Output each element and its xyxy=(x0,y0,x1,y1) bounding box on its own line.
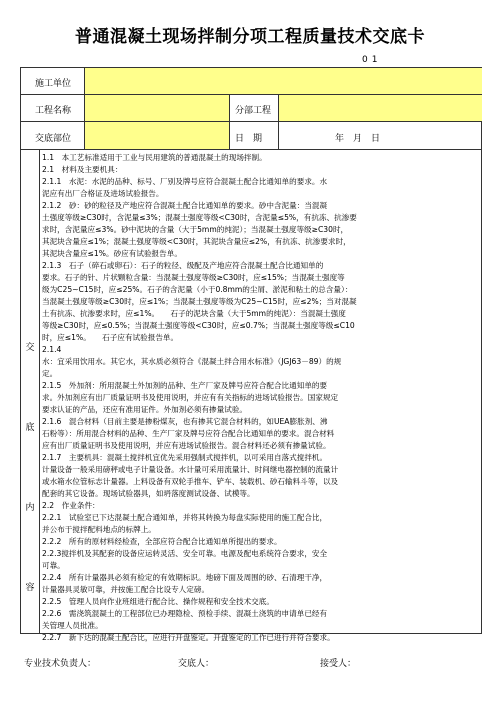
row-dept xyxy=(21,122,481,150)
content-line: 土强度等级≥C30时，含泥量≤3%；混凝土强度等级<C30时，含泥量≤5%，有抗冻、抗渗要 xyxy=(42,213,357,222)
page-title: 普通混凝土现场拌制分项工程质量技术交底卡 xyxy=(75,27,425,47)
document-number: 01 xyxy=(362,55,382,65)
content-line: 2.1 材料及主要机具： xyxy=(42,165,123,174)
content-line: 2.1.4 xyxy=(42,345,62,354)
content-line: 应有出厂质量证明书及使用说明，并应有进场试验报告。混合材料还必须有掺量试验。 xyxy=(42,441,331,450)
content-line: 其泥块含量应≤1%。砂应有试验报告单。 xyxy=(42,249,182,258)
content-line: 2.2.7 新下达的混凝土配合比，应进行开盘鉴定。开盘鉴定的工作已进行并符合要求。 xyxy=(42,633,335,642)
content-line: 2.1.2 砂：砂的粒径及产地应符合混凝土配合比通知单的要求。砂中含泥量：当混凝 xyxy=(42,201,328,210)
receiver-label: 接受人： xyxy=(320,659,357,669)
content-line: 2.2.4 所有计量器具必须有检定的有效期标识。地磅下面及周围的砂、石清理干净， xyxy=(42,573,328,582)
divider xyxy=(278,122,279,149)
content-line: 土有抗冻、抗渗要求时，应≤1%。 石子的泥块含量（大于5mm的纯泥）：当混凝土强度 xyxy=(42,309,346,318)
content-line: 或水箱水位管标志计量器。上料设备有双轮手推车、铲车、装载机、砂石输料斗等，以及 xyxy=(42,477,339,486)
row-project xyxy=(21,95,481,122)
subproject-label: 分部工程 xyxy=(235,106,272,116)
content-line: 求。外加剂应有出厂质量证明书及使用说明，并应有有关指标的进场试验报告。国家规定 xyxy=(42,393,339,402)
divider xyxy=(229,122,230,149)
subproject-field[interactable] xyxy=(278,95,482,121)
content-line: 2.1.1 水泥：水泥的品种、标号、厂别及牌号应符合混凝土配合比通知单的要求。水 xyxy=(42,177,328,186)
content-line: 2.2.1 试验室已下达混凝土配合通知单，并将其转换为每盘实际使用的施工配合比， xyxy=(42,513,328,522)
side-char: 内 xyxy=(25,503,35,513)
content-line: 当混凝土强度等级≥C30时，应≤1%；当混凝土强度等级为C25~C15时，应≤2%；当对混凝 xyxy=(42,297,357,306)
content-line: 级为C25~C15时，应≤25%。石子的含泥量（小于0.8mm的尘屑、淤泥和粘土的总含量）： xyxy=(42,285,353,294)
content-line: 2.1.6 混合材料（目前主要是掺粉煤灰，也有掺其它混合材料的，如UEA膨胀剂、沸 xyxy=(42,417,328,426)
content-line: 计量设备一般采用磅秤或电子计量设备。水计量可采用流量计、时间继电器控制的流量计 xyxy=(42,465,339,474)
date-value[interactable]: 年 月 日 xyxy=(335,134,381,144)
content-side-label xyxy=(21,150,40,633)
content-line: 定。 xyxy=(42,369,58,378)
row-unit xyxy=(21,68,481,95)
date-label: 日 期 xyxy=(235,134,263,144)
content-line: 等级≥C30时，应≤0.5%；当混凝土强度等级<C30时，应≤0.7%；当混凝土强度等级≤C10 xyxy=(42,321,355,330)
unit-label: 施工单位 xyxy=(35,79,72,89)
content-line: 2.2.6 需浇筑混凝土的工程部位已办理隐检、预检手续、混凝土浇筑的申请单已经有 xyxy=(42,609,328,618)
content-line: 计量器具灵敏可靠，并按施工配合比设专人定磅。 xyxy=(42,585,210,594)
project-field[interactable] xyxy=(84,95,229,121)
content-line: 1.1 本工艺标准适用于工业与民用建筑的普通混凝土的现场拌制。 xyxy=(42,153,267,162)
content-line: 2.2.5 管理人员向作业班组进行配合比、操作规程和安全技术交底。 xyxy=(42,597,274,606)
content-line: 要求认证的产品，还应有准用证件。外加剂必须有掺量试验。 xyxy=(42,405,248,414)
content-line: 其泥块含量应≤1%；混凝土强度等级<C30时，其泥块含量应≤2%，有抗冻、抗渗要求时， xyxy=(42,237,351,246)
handover-form xyxy=(20,67,482,642)
side-char: 底 xyxy=(25,423,35,433)
side-char: 容 xyxy=(25,583,35,593)
content-line: 石粉等）：所用混合材料的品种、生产厂家及牌号应符合配合比通知单的要求。混合材料 xyxy=(42,429,335,438)
content-line: 配套的其它设备。现场试验器具，如坍落度测试设备、试模等。 xyxy=(42,489,255,498)
tech-lead-label: 专业技术负责人： xyxy=(24,659,97,669)
content-line: 2.2.3搅拌机及其配套的设备应运转灵活、安全可靠。电源及配电系统符合要求，安全 xyxy=(42,549,328,558)
handover-by-label: 交底人： xyxy=(178,659,215,669)
content-line: 2.1.5 外加剂：所用混凝土外加剂的品种、生产厂家及牌号应符合配合比通知单的要 xyxy=(42,381,328,390)
unit-field[interactable] xyxy=(84,68,482,94)
content-body xyxy=(42,152,480,642)
content-line: 泥应有出厂合格证及进场试验报告。 xyxy=(42,189,164,198)
divider xyxy=(229,95,230,121)
project-label: 工程名称 xyxy=(35,106,72,116)
content-line: 2.1.7 主要机具：混凝土搅拌机宜优先采用强制式搅拌机，以可采用自落式搅拌机。 xyxy=(42,453,328,462)
content-line: 时，应≤1%。 石子应有试验报告单。 xyxy=(42,333,179,342)
content-line: 2.2 作业条件： xyxy=(42,501,100,510)
content-line: 2.1.3 石子（碎石或卵石）：石子的粒径、级配及产地应符合混凝土配合比通知单的 xyxy=(42,261,324,270)
content-line: 并公布于搅拌配料地点的标牌上。 xyxy=(42,525,156,534)
content-line: 可靠。 xyxy=(42,561,65,570)
content-line: 2.2.2 所有的原材料经检查，全部应符合配合比通知单所提出的要求。 xyxy=(42,537,282,546)
content-line: 求时，含泥量应≤3%。砂中泥块的含量（大于5mm的纯泥）；当混凝土强度等级≥C30时， xyxy=(42,225,349,234)
content-line: 要求。石子的针、片状颗粒含量：当混凝土强度等级≥C30时，应≤15%；当混凝土强度等 xyxy=(42,273,345,282)
dept-field[interactable] xyxy=(84,122,229,149)
dept-label: 交底部位 xyxy=(35,134,72,144)
side-char: 交 xyxy=(25,343,35,353)
content-line: 水：宜采用饮用水。其它水，其水质必须符合《混凝土拌合用水标准》（JGJ63－89）的规 xyxy=(42,357,342,366)
content-line: 关管理人员批准。 xyxy=(42,621,103,630)
